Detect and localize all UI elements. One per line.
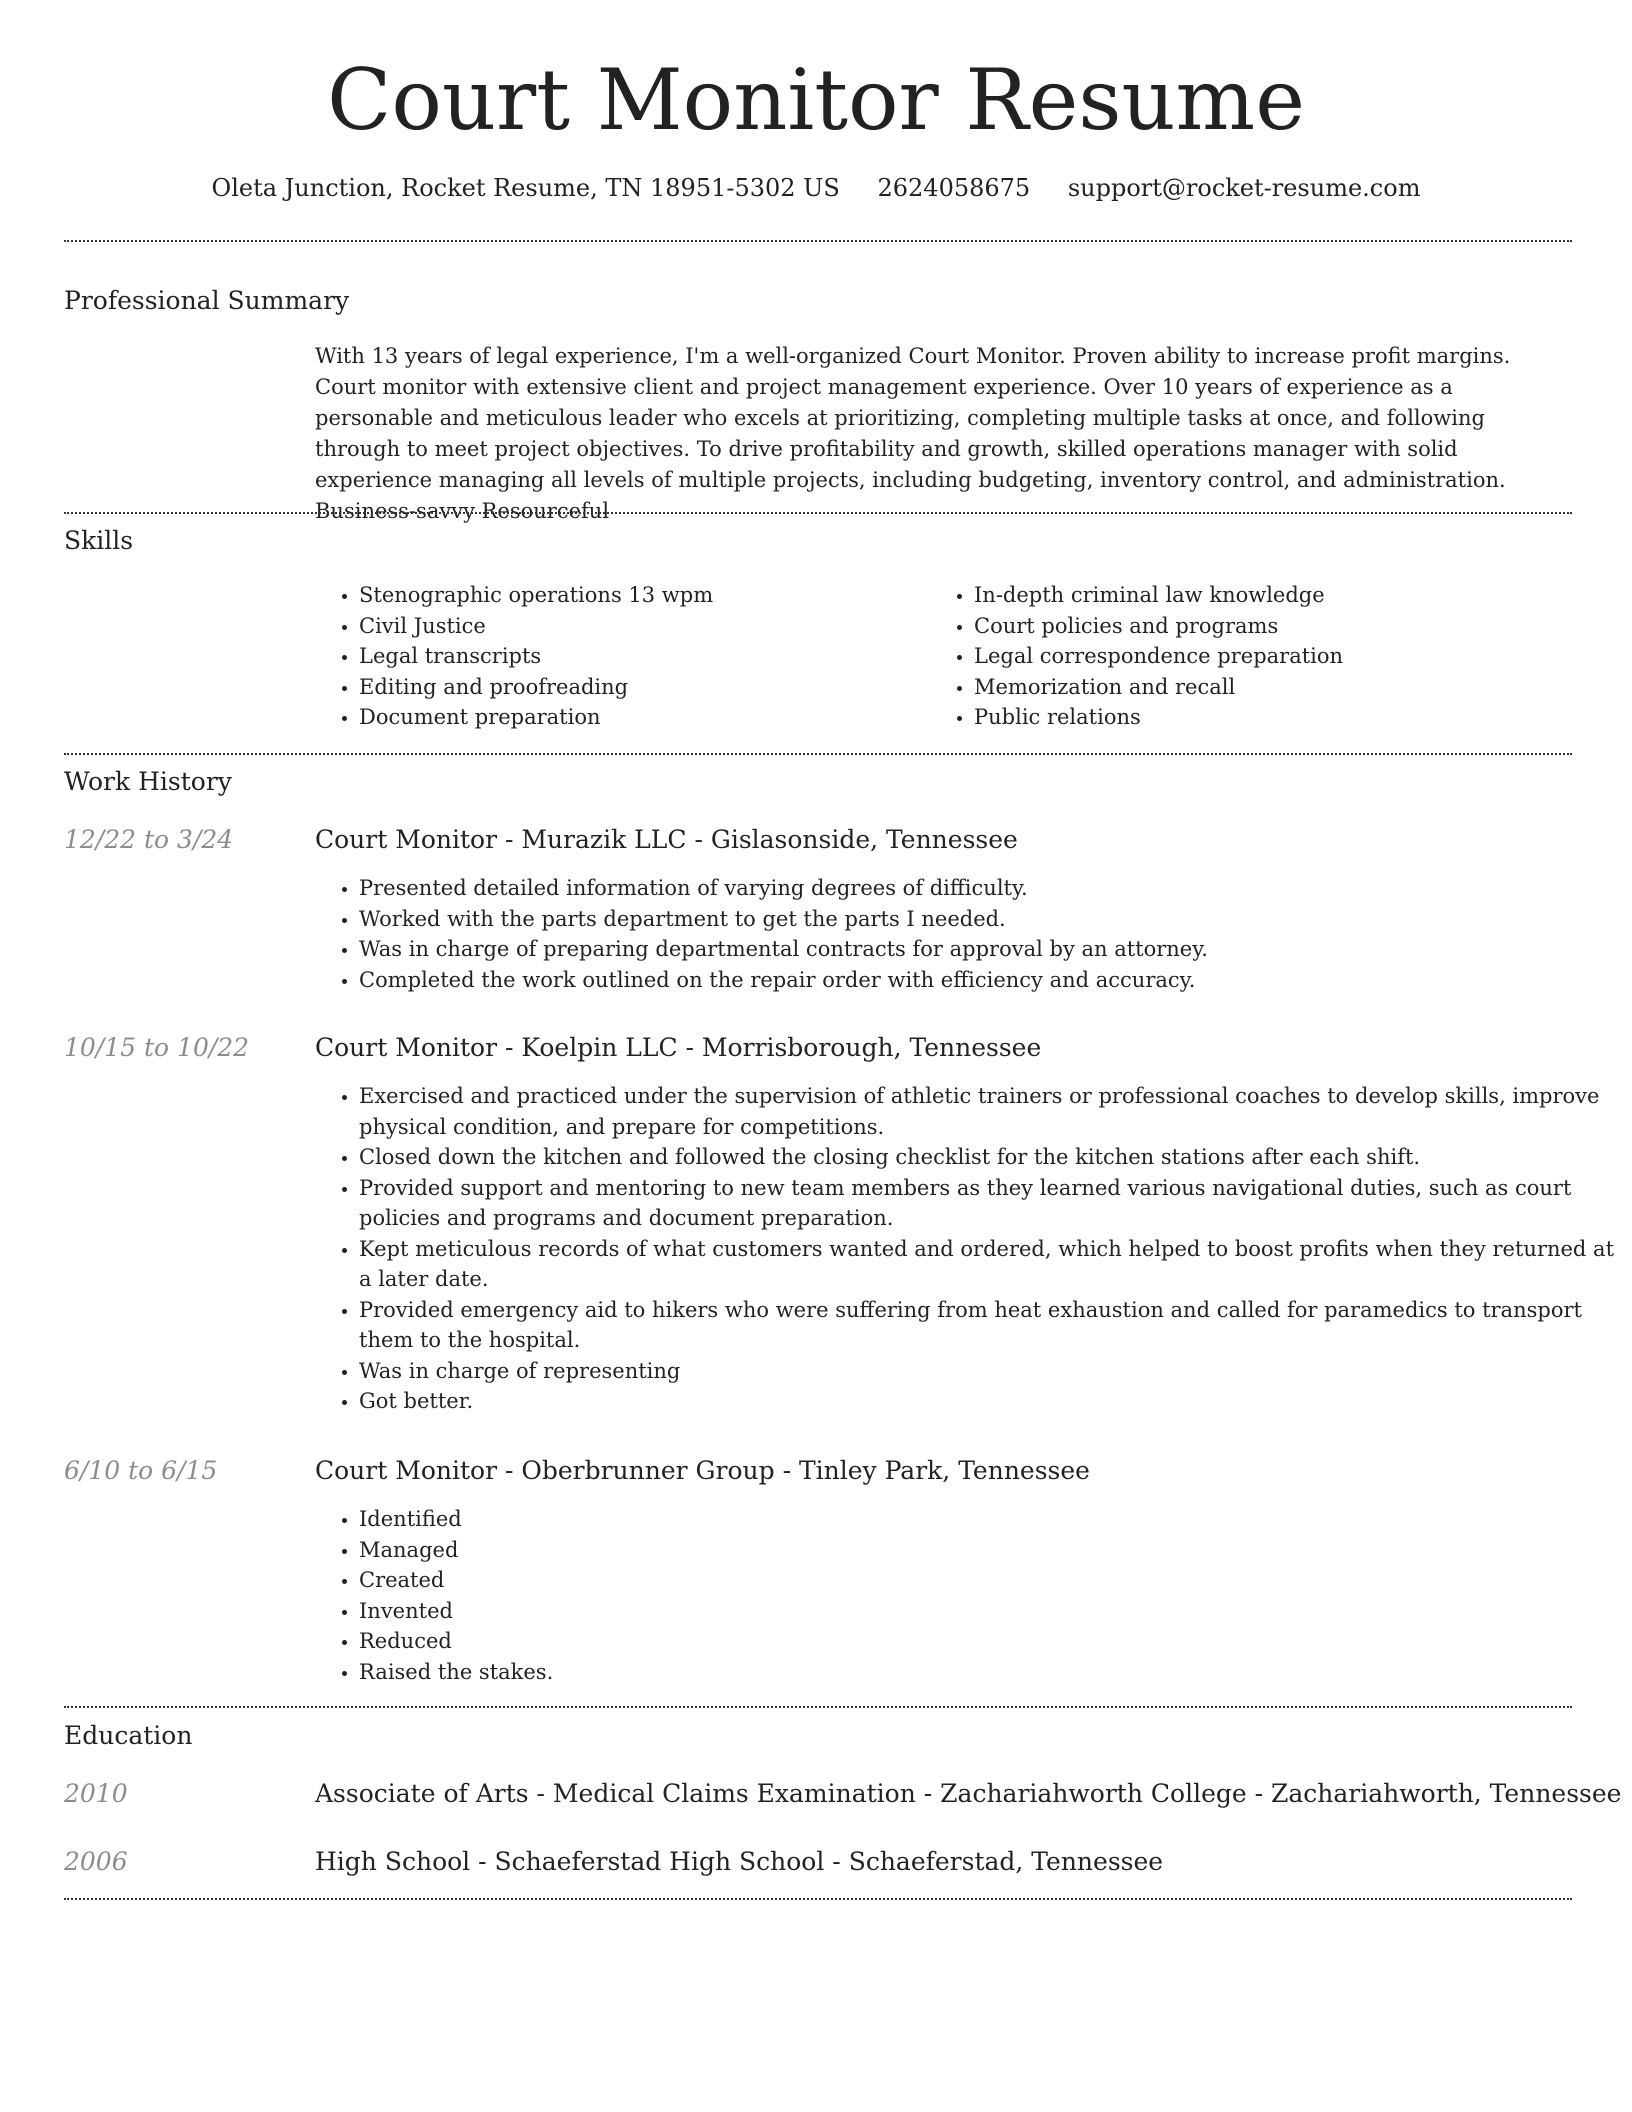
- skill-item: • Memorization and recall: [974, 672, 1574, 703]
- divider: [64, 753, 1572, 755]
- job-bullets: [315, 1504, 1624, 1687]
- contact-address: Oleta Junction, Rocket Resume, TN 18951-5302 US: [211, 174, 840, 202]
- skills-list-right: [930, 580, 1574, 733]
- job-bullets: [315, 873, 1624, 995]
- job-bullet: • Got better.: [359, 1386, 1624, 1417]
- job-bullet: • Invented: [359, 1596, 1624, 1627]
- contact-email: support@rocket-resume.com: [1067, 174, 1421, 202]
- skill-item: • Document preparation: [359, 702, 919, 733]
- section-heading-education: Education: [64, 1721, 193, 1750]
- job-bullets: [315, 1081, 1624, 1417]
- job-title: Court Monitor - Oberbrunner Group - Tinley Park, Tennessee: [315, 1456, 1090, 1485]
- skill-item: • Court policies and programs: [974, 611, 1574, 642]
- divider: [64, 1898, 1572, 1900]
- contact-line: [0, 170, 1632, 206]
- section-heading-work: Work History: [64, 767, 232, 796]
- divider: [64, 240, 1572, 242]
- job-title: Court Monitor - Murazik LLC - Gislasonside, Tennessee: [315, 825, 1018, 854]
- job-bullet: • Provided emergency aid to hikers who were suffering from heat exhaustion and called for paramedics to transport them to the hospital.: [359, 1295, 1624, 1356]
- job-bullet: • Worked with the parts department to get the parts I needed.: [359, 904, 1624, 935]
- job-bullet: • Presented detailed information of varying degrees of difficulty.: [359, 873, 1624, 904]
- job-dates: 12/22 to 3/24: [64, 825, 234, 854]
- skill-item: • Legal transcripts: [359, 641, 919, 672]
- skill-item: • Editing and proofreading: [359, 672, 919, 703]
- education-year: 2006: [64, 1847, 128, 1876]
- job-bullet: • Provided support and mentoring to new team members as they learned various navigational duties, such as court policies and programs and document preparation.: [359, 1173, 1624, 1234]
- job-bullet: • Was in charge of preparing departmental contracts for approval by an attorney.: [359, 934, 1624, 965]
- job-title: Court Monitor - Koelpin LLC - Morrisborough, Tennessee: [315, 1033, 1042, 1062]
- divider: [64, 1706, 1572, 1708]
- section-heading-summary: Professional Summary: [64, 286, 350, 315]
- job-bullet: • Kept meticulous records of what customers wanted and ordered, which helped to boost profits when they returned at a later date.: [359, 1234, 1624, 1295]
- skill-item: • Public relations: [974, 702, 1574, 733]
- job-bullet: • Completed the work outlined on the repair order with efficiency and accuracy.: [359, 965, 1624, 996]
- contact-phone: 2624058675: [877, 174, 1031, 202]
- job-bullet: • Identified: [359, 1504, 1624, 1535]
- education-title: Associate of Arts - Medical Claims Examination - Zachariahworth College - Zachariahworth, Tennessee: [315, 1779, 1622, 1808]
- job-dates: 6/10 to 6/15: [64, 1456, 218, 1485]
- job-bullet: • Closed down the kitchen and followed the closing checklist for the kitchen stations after each shift.: [359, 1142, 1624, 1173]
- divider: [64, 512, 1572, 514]
- education-year: 2010: [64, 1779, 128, 1808]
- skill-item: • Legal correspondence preparation: [974, 641, 1574, 672]
- job-bullet: • Exercised and practiced under the supervision of athletic trainers or professional coaches to develop skills, improve physical condition, and prepare for competitions.: [359, 1081, 1624, 1142]
- job-bullet: • Reduced: [359, 1626, 1624, 1657]
- job-bullet: • Raised the stakes.: [359, 1657, 1624, 1688]
- section-heading-skills: Skills: [64, 526, 134, 555]
- skill-item: • Civil Justice: [359, 611, 919, 642]
- job-dates: 10/15 to 10/22: [64, 1033, 250, 1062]
- skill-item: • In-depth criminal law knowledge: [974, 580, 1574, 611]
- education-title: High School - Schaeferstad High School - Schaeferstad, Tennessee: [315, 1847, 1164, 1876]
- skill-item: • Stenographic operations 13 wpm: [359, 580, 919, 611]
- page-title: Court Monitor Resume: [327, 51, 1305, 149]
- summary-text: With 13 years of legal experience, I'm a well-organized Court Monitor. Proven ability to increase profit margins. Court monitor with extensive client and project management experience. Over 10 years of experience as a personable and meticulous leader who excels at prioritizing, completing multiple tasks at once, and following through to meet project objectives. To drive profitability and growth, skilled operations manager with solid experience managing all levels of multiple projects, including budgeting, inventory control, and administration. Business-savvy Resourceful: [315, 344, 1511, 523]
- job-bullet: • Was in charge of representing: [359, 1356, 1624, 1387]
- skills-list-left: [315, 580, 919, 733]
- job-bullet: • Created: [359, 1565, 1624, 1596]
- job-bullet: • Managed: [359, 1535, 1624, 1566]
